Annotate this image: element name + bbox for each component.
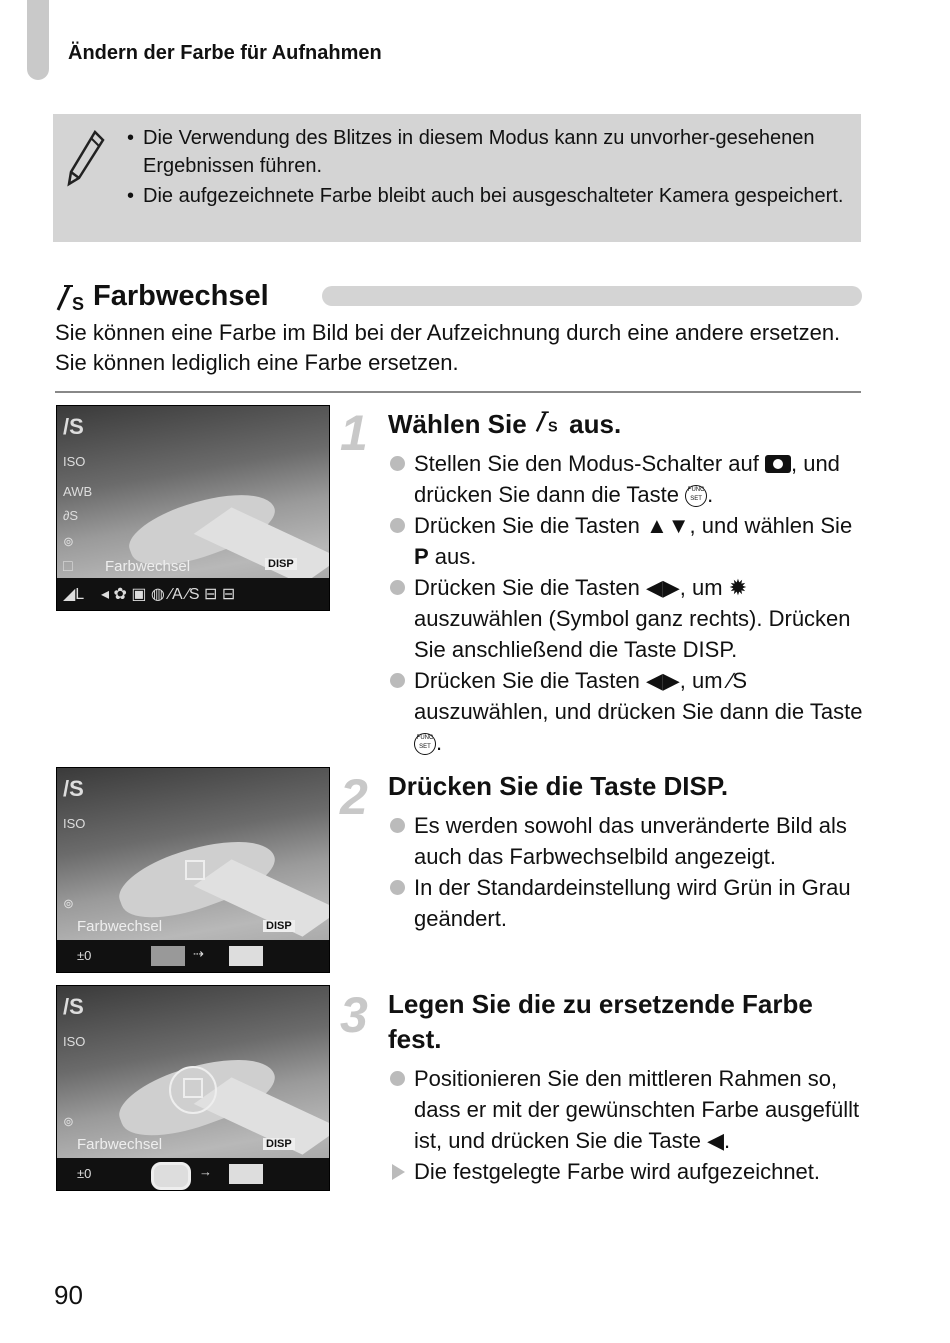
list-item: In der Standardeinstellung wird Grün in Grau geändert. [388,872,863,934]
step-2-list [388,810,863,934]
source-color-box [151,1162,191,1190]
section-title-text: Farbwechsel [93,280,269,312]
svg-text:S: S [72,293,85,312]
screen-caption: Farbwechsel [77,918,163,935]
arrow-right-icon: → [199,1164,212,1179]
disp-label: DISP [263,920,295,932]
focus-frame [185,860,205,880]
color-swap-icon [534,409,562,433]
func-set-icon: FUNC SET [414,733,436,755]
disp-label: DISP [265,558,297,570]
step-3-list [388,1063,863,1187]
color-strip [57,940,329,972]
note-list [127,124,847,212]
left-right-arrow-icon: ◀▶ [645,575,680,600]
color-swap-icon [55,282,89,312]
camera-icon [765,455,791,473]
color-swap-icon: /S [63,994,84,1019]
list-item: Die festgelegte Farbe wird aufgezeichnet. [388,1156,863,1187]
note-item: • Die aufgezeichnete Farbe bleibt auch bei ausgeschalteter Kamera gespeichert. [127,182,847,210]
iso-auto-icon: ISO [63,1034,86,1049]
color-swap-icon: ∕S [728,668,748,693]
disp-button-label: DISP [682,637,732,662]
left-right-arrow-icon: ◀▶ [645,668,680,693]
camera-screen-2 [56,767,330,973]
awb-icon: AWB [63,484,93,499]
color-swap-icon: /S [63,776,84,801]
camera-screen-1 [56,405,330,611]
disp-label: DISP [263,1138,295,1150]
camera-screen-3 [56,985,330,1191]
step-title: Legen Sie die zu ersetzende Farbe fest. [388,989,813,1054]
mode-strip [57,578,329,610]
chapter-tab [27,0,49,80]
mode-icons: ◂ ✿ ▣ ◍ ∕A ∕S ⊟ ⊟ [101,586,236,603]
step-number: 1 [340,405,368,461]
svg-text:S: S [547,419,558,433]
target-color-box [229,1164,263,1184]
step-1-list [388,448,863,758]
list-item: Drücken Sie die Tasten ▲▼, und wählen Sie P aus. [388,510,863,572]
adjust-value: ±0 [77,1166,92,1181]
metering-icon: ⊚ [63,1114,74,1129]
source-color-box [151,946,185,966]
list-item: Es werden sowohl das unveränderte Bild als auch das Farbwechselbild angezeigt. [388,810,863,872]
iso-auto-icon: ISO [63,454,86,469]
section-intro: Sie können eine Farbe im Bild bei der Aufzeichnung durch eine andere ersetzen. Sie können lediglich eine Farbe ersetzen. [55,320,841,375]
section-title [55,280,269,313]
page-header: Ändern der Farbe für Aufnahmen [68,42,382,64]
size-icon: ◢L [63,586,85,603]
step-title: Drücken Sie die Taste DISP. [388,771,729,801]
metering-icon: ⊚ [63,534,74,549]
program-mode-icon: P [414,544,429,569]
list-item: Drücken Sie die Tasten ◀▶, um ∕S auszuwählen, und drücken Sie dann die Taste FUNC SET . [388,665,863,758]
step-title: Wählen Sie S aus. [388,409,622,439]
note-box [53,114,861,242]
section-bar [322,286,862,306]
step-number: 3 [340,987,368,1043]
screen-caption: Farbwechsel [105,558,191,575]
list-item: Drücken Sie die Tasten ◀▶, um ✹ auszuwählen (Symbol ganz rechts). Drücken Sie anschließend die Taste DISP. [388,572,863,665]
focus-frame [183,1078,203,1098]
pencil-icon [65,128,107,188]
iso-auto-icon: ISO [63,816,86,831]
list-item: Stellen Sie den Modus-Schalter auf , und drücken Sie dann die Taste FUNC SET . [388,448,863,510]
step-number: 2 [340,769,368,825]
arrow-right-icon: ⇢ [193,946,204,961]
list-item: Positionieren Sie den mittleren Rahmen so, dass er mit der gewünschten Farbe ausgefüllt ist, und drücken Sie die Taste ◀. [388,1063,863,1156]
scene-icon: ✹ [728,575,748,600]
func-set-icon: FUNC SET [685,485,707,507]
screen-caption: Farbwechsel [77,1136,163,1153]
frame-icon: □ [63,558,73,575]
color-mode-icon: ∂S [63,508,79,523]
color-strip [57,1158,329,1190]
target-color-box [229,946,263,966]
note-item: • Die Verwendung des Blitzes in diesem Modus kann zu unvorher-gesehenen Ergebnissen führen. [127,124,847,180]
divider [55,391,861,393]
color-swap-icon: /S [63,414,84,439]
page-number: 90 [54,1280,83,1310]
metering-icon: ⊚ [63,896,74,911]
up-down-arrow-icon: ▲▼ [645,513,690,538]
adjust-value: ±0 [77,948,92,963]
